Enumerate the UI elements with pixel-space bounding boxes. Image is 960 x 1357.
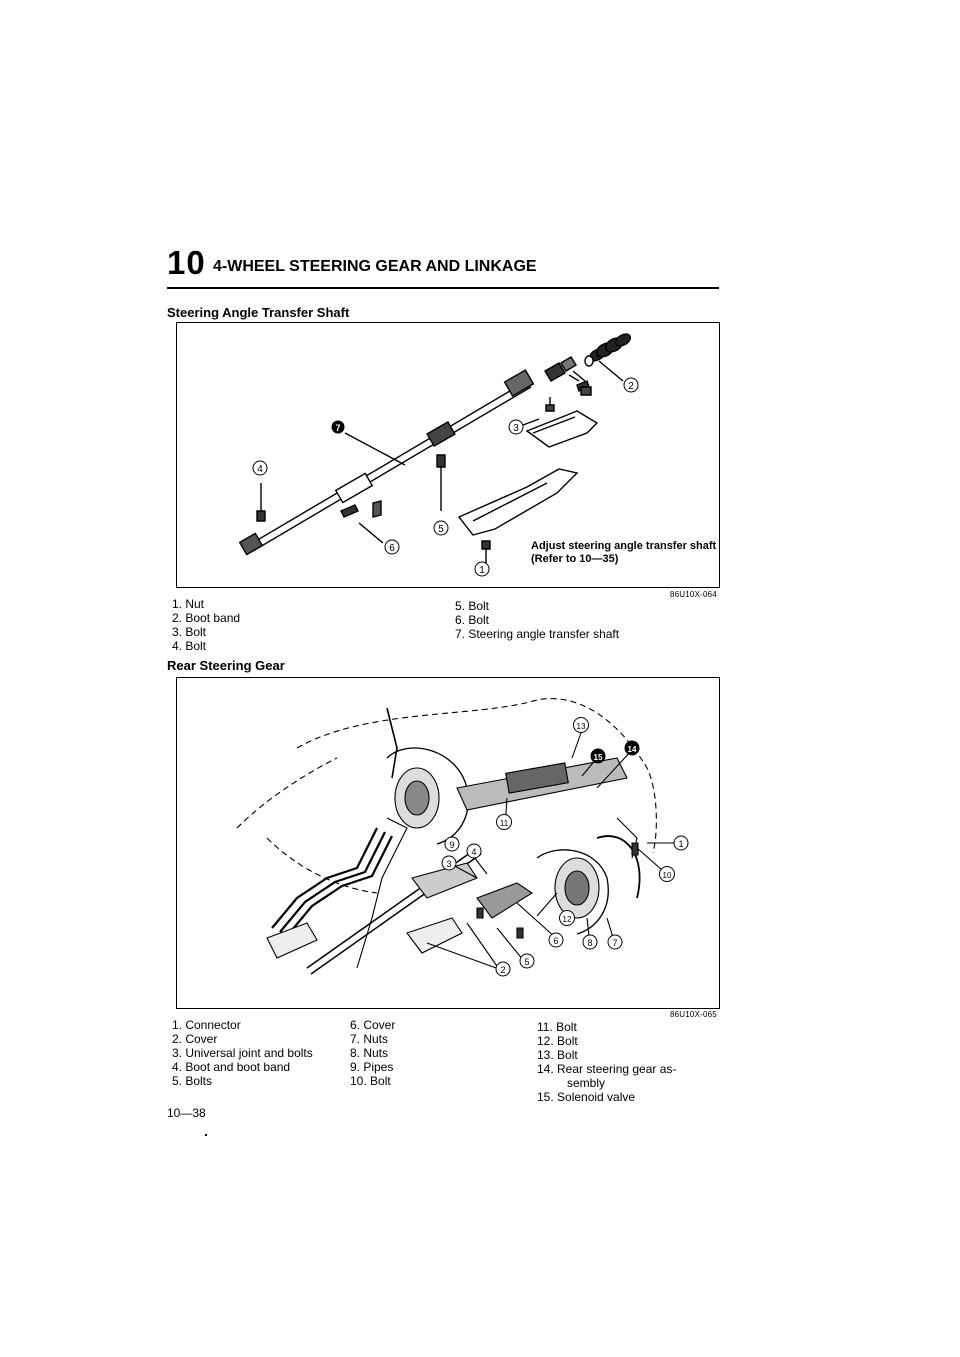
callout-5 bbox=[520, 954, 534, 968]
callout-3 bbox=[509, 420, 523, 434]
figure1-frame bbox=[176, 322, 720, 588]
svg-text:15: 15 bbox=[593, 753, 603, 762]
legend-item: 12. Bolt bbox=[537, 1034, 578, 1048]
figure1-legend-right bbox=[455, 599, 619, 641]
figure2-legend-col1 bbox=[172, 1018, 313, 1088]
callout-15 bbox=[591, 749, 606, 764]
figure1-legend-left bbox=[172, 597, 240, 653]
legend-item: 9. Pipes bbox=[350, 1060, 394, 1074]
legend-item: 7. Steering angle transfer shaft bbox=[455, 627, 620, 641]
callout-7 bbox=[608, 935, 622, 949]
figure2-frame bbox=[176, 677, 720, 1009]
callout-12 bbox=[560, 911, 575, 926]
svg-text:7: 7 bbox=[612, 938, 618, 948]
callout-2 bbox=[624, 378, 638, 392]
svg-text:9: 9 bbox=[449, 840, 455, 850]
svg-text:10: 10 bbox=[662, 871, 672, 880]
legend-item: sembly bbox=[567, 1076, 606, 1090]
svg-text:1: 1 bbox=[479, 565, 485, 576]
svg-text:8: 8 bbox=[587, 938, 593, 948]
callout-8 bbox=[583, 935, 597, 949]
svg-text:13: 13 bbox=[576, 722, 586, 731]
svg-text:4: 4 bbox=[471, 847, 477, 857]
callout-1 bbox=[674, 836, 688, 850]
svg-text:11: 11 bbox=[499, 819, 509, 828]
callout-4 bbox=[253, 461, 267, 475]
legend-item: 14. Rear steering gear as- bbox=[537, 1062, 677, 1076]
legend-item: 15. Solenoid valve bbox=[537, 1090, 636, 1104]
rear-steering-gear-illustration bbox=[177, 678, 718, 1007]
svg-text:6: 6 bbox=[553, 936, 559, 946]
callout-2 bbox=[496, 962, 510, 976]
callout-9 bbox=[445, 837, 459, 851]
legend-item: 2. Boot band bbox=[172, 611, 241, 625]
figure2-legend-col2 bbox=[350, 1018, 395, 1088]
legend-item: 2. Cover bbox=[172, 1032, 218, 1046]
legend-item: 6. Bolt bbox=[455, 613, 490, 627]
svg-text:5: 5 bbox=[438, 524, 444, 535]
svg-text:14: 14 bbox=[627, 745, 637, 754]
callout-7-label: 7 bbox=[335, 423, 341, 433]
page-number: 10—38 bbox=[167, 1106, 206, 1120]
legend-item: 4. Boot and boot band bbox=[172, 1060, 291, 1074]
header-rule bbox=[167, 287, 719, 289]
figure1-code: 86U10X-064 bbox=[670, 590, 717, 599]
callout-10 bbox=[660, 867, 675, 882]
legend-item: 4. Bolt bbox=[172, 639, 207, 653]
svg-text:6: 6 bbox=[389, 543, 395, 554]
legend-item: 8. Nuts bbox=[350, 1046, 389, 1060]
svg-text:1: 1 bbox=[678, 839, 684, 849]
legend-item: 5. Bolt bbox=[455, 599, 490, 613]
legend-item: 10. Bolt bbox=[350, 1074, 391, 1088]
legend-item: 5. Bolts bbox=[172, 1074, 213, 1088]
figure2-title: Rear Steering Gear bbox=[167, 658, 285, 673]
svg-text:2: 2 bbox=[628, 381, 634, 392]
svg-text:4: 4 bbox=[257, 464, 263, 475]
legend-item: 3. Universal joint and bolts bbox=[172, 1046, 313, 1060]
callout-6 bbox=[385, 540, 399, 554]
callout-11 bbox=[497, 815, 512, 830]
legend-item: 1. Connector bbox=[172, 1018, 241, 1032]
callout-3 bbox=[442, 856, 456, 870]
figure1-title: Steering Angle Transfer Shaft bbox=[167, 305, 350, 320]
svg-text:12: 12 bbox=[562, 915, 572, 924]
legend-item: 7. Nuts bbox=[350, 1032, 389, 1046]
callout-13 bbox=[574, 718, 589, 733]
callout-1 bbox=[475, 562, 489, 576]
legend-item: 13. Bolt bbox=[537, 1048, 578, 1062]
svg-text:5: 5 bbox=[524, 957, 530, 967]
figure2-legend-col3 bbox=[537, 1020, 676, 1104]
figure2-code: 86U10X-065 bbox=[670, 1010, 717, 1019]
legend-item: 11. Bolt bbox=[537, 1020, 577, 1034]
legend-item: 3. Bolt bbox=[172, 625, 207, 639]
chapter-title: 4-WHEEL STEERING GEAR AND LINKAGE bbox=[213, 258, 537, 275]
figure1-note bbox=[531, 540, 716, 566]
legend-item: 6. Cover bbox=[350, 1018, 396, 1032]
svg-text:3: 3 bbox=[513, 423, 519, 434]
callout-6 bbox=[549, 933, 563, 947]
callout-14 bbox=[625, 741, 640, 756]
callout-5 bbox=[434, 521, 448, 535]
svg-text:3: 3 bbox=[446, 859, 452, 869]
stray-mark bbox=[205, 1134, 207, 1136]
note-line-2: (Refer to 10—35) bbox=[531, 553, 619, 565]
note-line-1: Adjust steering angle transfer shaft bbox=[531, 540, 717, 552]
chapter-number: 10 bbox=[167, 244, 206, 281]
callout-4 bbox=[467, 844, 481, 858]
legend-item: 1. Nut bbox=[172, 597, 205, 611]
svg-text:2: 2 bbox=[500, 965, 506, 975]
